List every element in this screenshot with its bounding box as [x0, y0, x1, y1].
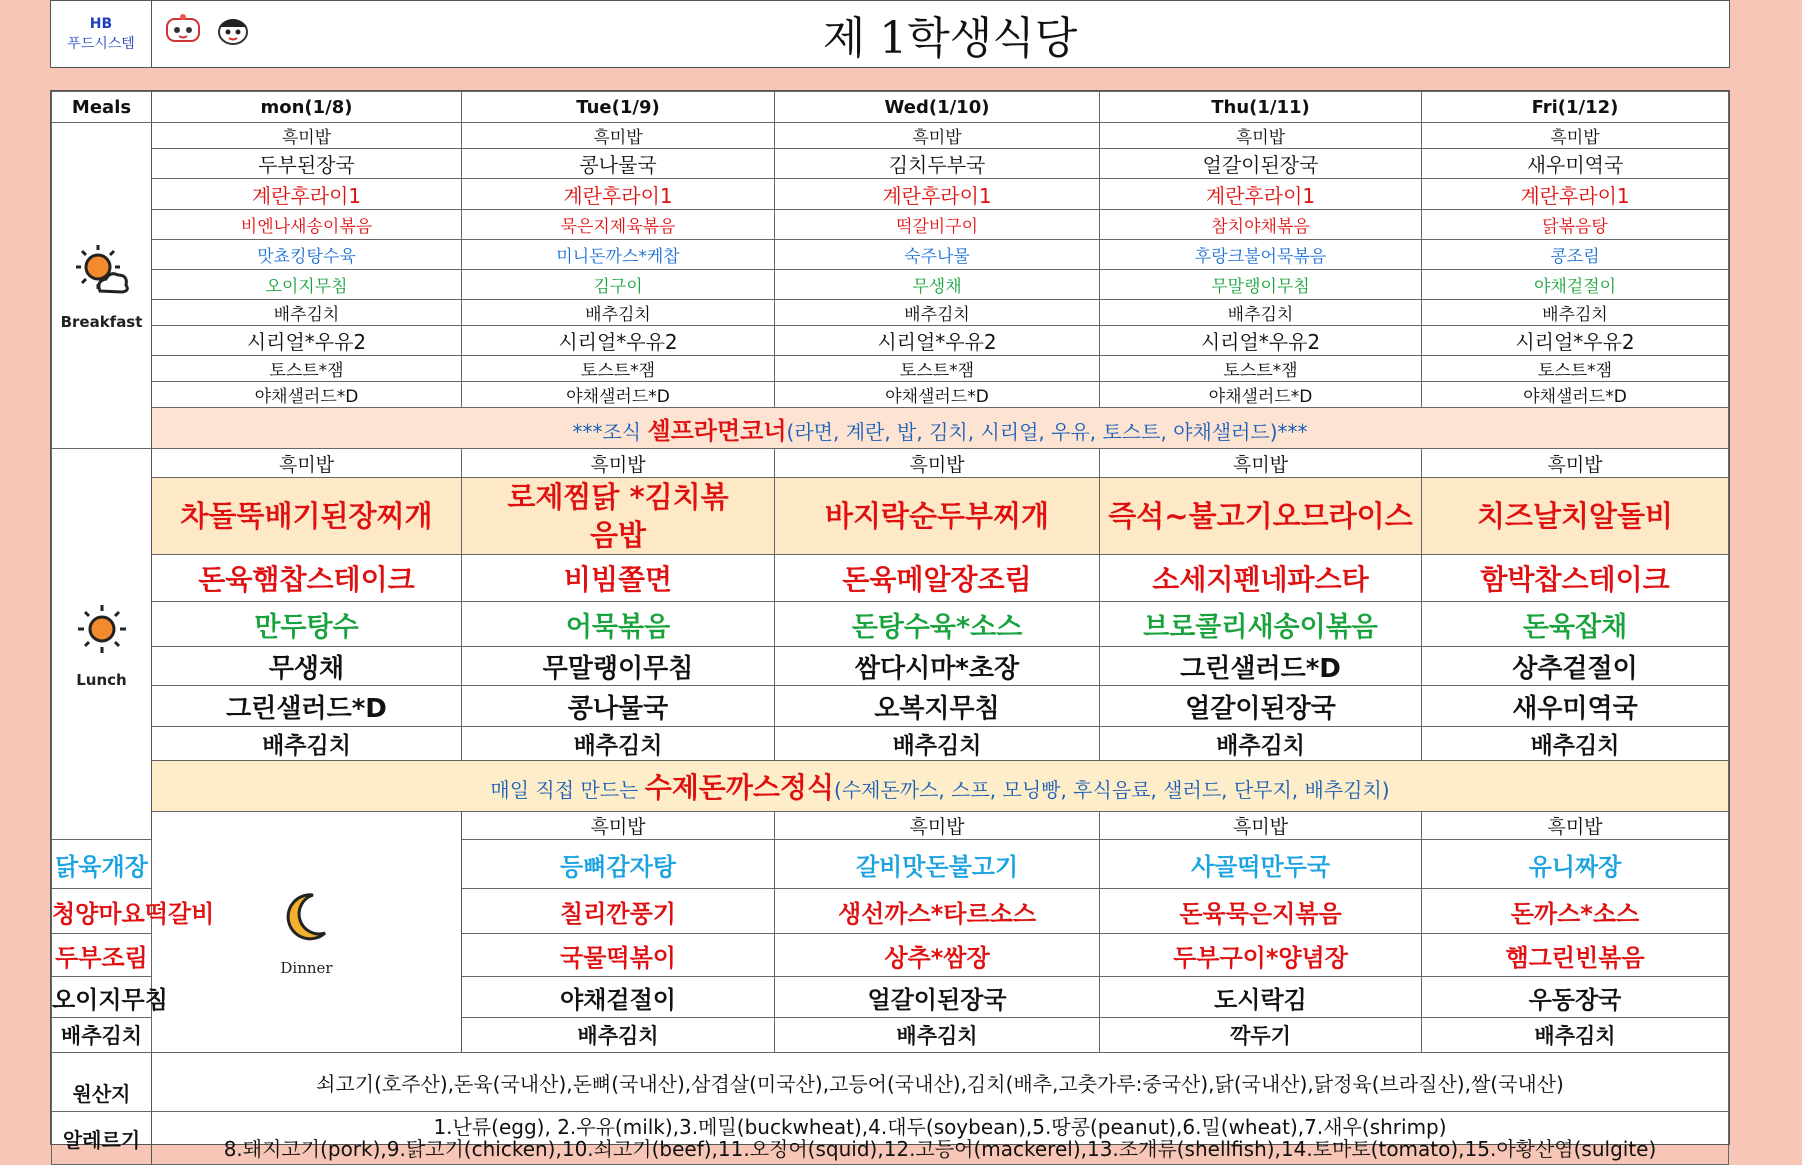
meals-header: Meals: [52, 92, 152, 123]
menu-cell: 만두탕수: [152, 602, 462, 647]
origin-text: 쇠고기(호주산),돈육(국내산),돈뼈(국내산),삼겹살(미국산),고등어(국내산),김치(배추,고춧가루:중국산),닭(국내산),닭정육(브라질산),쌀(국내산): [152, 1053, 1729, 1112]
origin-label: 원산지: [52, 1053, 152, 1112]
menu-cell: 배추김치: [462, 727, 775, 761]
banner-prefix: ***조식: [572, 419, 648, 444]
menu-cell: 흑미밥: [1100, 812, 1422, 840]
menu-cell: 토스트*잼: [775, 356, 1100, 382]
menu-cell: 돈까스*소스: [1422, 889, 1729, 934]
menu-cell: 등뼈감자탕: [462, 840, 775, 889]
menu-cell: 어묵볶음: [462, 602, 775, 647]
menu-cell: 계란후라이1: [1100, 179, 1422, 210]
main-dish-cell: 로제찜닭 *김치볶음밥: [462, 478, 775, 555]
dinner-row: [52, 812, 1729, 840]
menu-cell: 묵은지제육볶음: [462, 210, 775, 240]
lunch-main-row: [52, 478, 1729, 555]
breakfast-row: [52, 326, 1729, 356]
menu-cell: 흑미밥: [462, 812, 775, 840]
menu-cell: 계란후라이1: [152, 179, 462, 210]
menu-cell: 새우미역국: [1422, 149, 1729, 179]
menu-cell: 계란후라이1: [462, 179, 775, 210]
menu-cell: 국물떡볶이: [462, 934, 775, 977]
day-header: Wed(1/10): [775, 92, 1100, 123]
banner-suffix: (라면, 계란, 밥, 김치, 시리얼, 우유, 토스트, 야채샐러드)***: [786, 419, 1308, 444]
breakfast-banner: [152, 408, 1729, 449]
day-header: Thu(1/11): [1100, 92, 1422, 123]
menu-cell: 배추김치: [1422, 727, 1729, 761]
menu-cell: 얼갈이된장국: [1100, 149, 1422, 179]
menu-table: [50, 90, 1730, 1161]
menu-cell: 흑미밥: [1100, 449, 1422, 478]
menu-cell: 김구이: [462, 270, 775, 300]
lunch-row: [52, 686, 1729, 727]
menu-cell: 토스트*잼: [1422, 356, 1729, 382]
menu-cell: 쌈다시마*초장: [775, 647, 1100, 686]
banner-highlight: 셀프라면코너: [647, 416, 787, 445]
menu-cell: 도시락김: [1100, 977, 1422, 1018]
main-dish-cell: 바지락순두부찌개: [775, 478, 1100, 555]
dinner-label: Dinner: [280, 959, 333, 977]
menu-cell: 토스트*잼: [152, 356, 462, 382]
menu-cell: 콩조림: [1422, 240, 1729, 270]
moon-icon: [277, 887, 337, 947]
allergy-text: [152, 1112, 1729, 1165]
logo-line2: 푸드시스템: [67, 36, 135, 52]
menu-cell: 오이지무침: [152, 270, 462, 300]
menu-cell: 두부조림: [52, 934, 152, 977]
menu-cell: 배추김치: [462, 1018, 775, 1053]
breakfast-label: Breakfast: [60, 312, 143, 331]
breakfast-row: [52, 210, 1729, 240]
menu-cell: 흑미밥: [1422, 123, 1729, 149]
breakfast-row: [52, 123, 1729, 149]
day-header: Fri(1/12): [1422, 92, 1729, 123]
sun-cloud-icon: [72, 241, 132, 301]
day-header: mon(1/8): [152, 92, 462, 123]
menu-cell: 돈육잡채: [1422, 602, 1729, 647]
menu-cell: 콩나물국: [462, 149, 775, 179]
breakfast-row: [52, 300, 1729, 326]
menu-cell: 얼갈이된장국: [775, 977, 1100, 1018]
menu-cell: 시리얼*우유2: [1422, 326, 1729, 356]
menu-cell: 돈육묵은지볶음: [1100, 889, 1422, 934]
banner-suffix: (수제돈까스, 스프, 모닝빵, 후식음료, 샐러드, 단무지, 배추김치): [834, 778, 1390, 802]
allergy-label: 알레르기: [52, 1112, 152, 1165]
menu-cell: 그린샐러드*D: [152, 686, 462, 727]
menu-cell: 돈육메알장조림: [775, 555, 1100, 602]
menu-cell: 배추김치: [1422, 1018, 1729, 1053]
menu-cell: 흑미밥: [462, 449, 775, 478]
menu-cell: 배추김치: [775, 727, 1100, 761]
lunch-label-cell: [52, 449, 152, 840]
menu-cell: 닭육개장: [52, 840, 152, 889]
banner-prefix: 매일 직접 만드는: [490, 778, 645, 802]
main-dish-cell: 즉석~불고기오므라이스: [1100, 478, 1422, 555]
menu-cell: 흑미밥: [775, 449, 1100, 478]
lunch-row: [52, 449, 1729, 478]
menu-cell: 배추김치: [462, 300, 775, 326]
menu-cell: 배추김치: [1100, 727, 1422, 761]
menu-cell: 두부된장국: [152, 149, 462, 179]
menu-cell: 야채겉절이: [462, 977, 775, 1018]
menu-cell: 흑미밥: [1422, 449, 1729, 478]
allergy-row: [52, 1112, 1729, 1165]
menu-cell: 배추김치: [52, 1018, 152, 1053]
menu-cell: 야채샐러드*D: [775, 382, 1100, 408]
menu-cell: 배추김치: [1100, 300, 1422, 326]
menu-cell: 흑미밥: [1100, 123, 1422, 149]
menu-cell: 배추김치: [152, 300, 462, 326]
breakfast-row: [52, 382, 1729, 408]
lunch-label: Lunch: [76, 671, 127, 689]
menu-cell: 후랑크불어묵볶음: [1100, 240, 1422, 270]
menu-cell: 갈비맛돈불고기: [775, 840, 1100, 889]
menu-cell: 야채겉절이: [1422, 270, 1729, 300]
menu-cell: 상추*쌈장: [775, 934, 1100, 977]
menu-cell: 시리얼*우유2: [152, 326, 462, 356]
menu-cell: 배추김치: [775, 300, 1100, 326]
menu-cell: 흑미밥: [152, 123, 462, 149]
lunch-row: [52, 602, 1729, 647]
menu-cell: 소세지펜네파스타: [1100, 555, 1422, 602]
lunch-banner: [152, 761, 1729, 812]
main-dish-cell: 치즈날치알돌비: [1422, 478, 1729, 555]
menu-cell: 함박찹스테이크: [1422, 555, 1729, 602]
lunch-row: [52, 727, 1729, 761]
menu-cell: 얼갈이된장국: [1100, 686, 1422, 727]
breakfast-row: [52, 240, 1729, 270]
day-header: Tue(1/9): [462, 92, 775, 123]
menu-cell: 사골떡만두국: [1100, 840, 1422, 889]
menu-cell: 시리얼*우유2: [775, 326, 1100, 356]
menu-cell: 흑미밥: [152, 449, 462, 478]
menu-cell: 흑미밥: [1422, 812, 1729, 840]
breakfast-banner-row: [52, 408, 1729, 449]
menu-cell: 비엔나새송이볶음: [152, 210, 462, 240]
page-title: 제 1학생식당: [822, 13, 1078, 64]
menu-cell: 콩나물국: [462, 686, 775, 727]
menu-cell: 그린샐러드*D: [1100, 647, 1422, 686]
origin-row: [52, 1053, 1729, 1112]
menu-cell: 미니돈까스*케찹: [462, 240, 775, 270]
menu-cell: 상추겉절이: [1422, 647, 1729, 686]
menu-cell: 오복지무침: [775, 686, 1100, 727]
breakfast-row: [52, 179, 1729, 210]
allergy-line: 8.돼지고기(pork),9.닭고기(chicken),10.쇠고기(beef),11.오징어(squid),12.고등어(mackerel),13.조개류(shellfish),14.토마토(tomato),15.아황산염(sulgite): [223, 1137, 1657, 1161]
menu-cell: 야채샐러드*D: [462, 382, 775, 408]
menu-cell: 김치두부국: [775, 149, 1100, 179]
menu-cell: 새우미역국: [1422, 686, 1729, 727]
dinner-label-cell: [152, 812, 462, 1053]
menu-cell: 시리얼*우유2: [1100, 326, 1422, 356]
lunch-row: [52, 647, 1729, 686]
menu-cell: 브로콜리새송이볶음: [1100, 602, 1422, 647]
menu-cell: 맛쵸킹탕수육: [152, 240, 462, 270]
menu-cell: 햄그린빈볶음: [1422, 934, 1729, 977]
menu-cell: 배추김치: [152, 727, 462, 761]
menu-cell: 무말랭이무침: [462, 647, 775, 686]
menu-cell: 무생채: [775, 270, 1100, 300]
menu-cell: 계란후라이1: [775, 179, 1100, 210]
menu-cell: 두부구이*양념장: [1100, 934, 1422, 977]
menu-cell: 우동장국: [1422, 977, 1729, 1018]
menu-cell: 유니짜장: [1422, 840, 1729, 889]
menu-cell: 토스트*잼: [462, 356, 775, 382]
sun-icon: [72, 599, 132, 659]
breakfast-row: [52, 270, 1729, 300]
menu-cell: 비빔쫄면: [462, 555, 775, 602]
menu-cell: 칠리깐풍기: [462, 889, 775, 934]
banner-highlight: 수제돈까스정식: [644, 771, 835, 804]
breakfast-row: [52, 149, 1729, 179]
menu-cell: 청양마요떡갈비: [52, 889, 152, 934]
menu-cell: 생선까스*타르소스: [775, 889, 1100, 934]
menu-cell: 흑미밥: [462, 123, 775, 149]
menu-cell: 무생채: [152, 647, 462, 686]
lunch-row: [52, 555, 1729, 602]
main-dish-cell: 차돌뚝배기된장찌개: [152, 478, 462, 555]
menu-cell: 배추김치: [775, 1018, 1100, 1053]
menu-cell: 시리얼*우유2: [462, 326, 775, 356]
menu-cell: 배추김치: [1422, 300, 1729, 326]
breakfast-row: [52, 356, 1729, 382]
menu-cell: 야채샐러드*D: [1422, 382, 1729, 408]
breakfast-label-cell: [52, 123, 152, 449]
menu-cell: 돈육햄찹스테이크: [152, 555, 462, 602]
header-row: [52, 92, 1729, 123]
allergy-line: 1.난류(egg), 2.우유(milk),3.메밀(buckwheat),4.대두(soybean),5.땅콩(peanut),6.밀(wheat),7.새우(shrimp): [433, 1115, 1447, 1139]
menu-cell: 닭볶음탕: [1422, 210, 1729, 240]
header: [50, 0, 1730, 68]
menu-cell: 숙주나물: [775, 240, 1100, 270]
menu-cell: 흑미밥: [775, 812, 1100, 840]
menu-cell: 무말랭이무침: [1100, 270, 1422, 300]
menu-cell: 토스트*잼: [1100, 356, 1422, 382]
menu-cell: 야채샐러드*D: [1100, 382, 1422, 408]
logo-line1: HB: [89, 16, 113, 32]
menu-cell: 흑미밥: [775, 123, 1100, 149]
menu-cell: 계란후라이1: [1422, 179, 1729, 210]
menu-cell: 야채샐러드*D: [152, 382, 462, 408]
menu-cell: 오이지무침: [52, 977, 152, 1018]
menu-cell: 돈탕수육*소스: [775, 602, 1100, 647]
menu-cell: 참치야채볶음: [1100, 210, 1422, 240]
menu-cell: 깍두기: [1100, 1018, 1422, 1053]
lunch-banner-row: [52, 761, 1729, 812]
menu-cell: 떡갈비구이: [775, 210, 1100, 240]
